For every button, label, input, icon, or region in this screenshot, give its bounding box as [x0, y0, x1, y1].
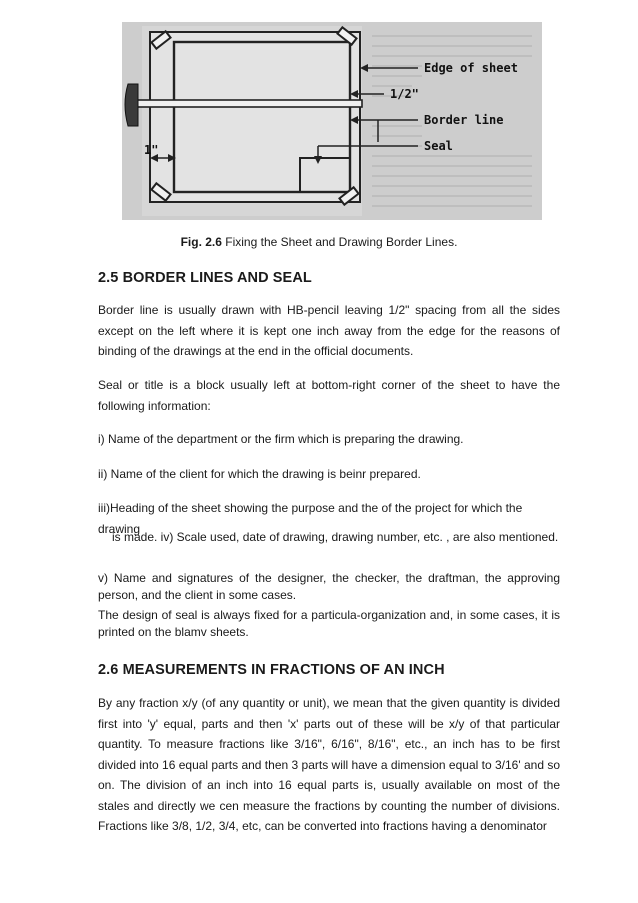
seal-label: Seal [424, 139, 453, 153]
figure-drawing [122, 22, 542, 220]
list-item-3-line-2: is made. iv) Scale used, date of drawing, drawing number, etc. , are also mentioned. [112, 530, 559, 544]
paragraph-fractions: By any fraction x/y (of any quantity or unit), we mean that the given quantity is divided first into 'y' equal, parts and then 'x' parts out of these will be x/y of that particular quantity. To measure fractions like 3/16", 6/16", 8/16", etc., an inch has to be first divided into 16 equal parts and then 3 parts will have a dimension equal to 3/16' and so on. The division of an inch into 16 equal parts is, usually available on most of the stales and directly we cen measure the fractions by counting the number of divisions. Fractions like 3/8, 1/2, 3/4, etc, can be converted into fractions having a denominator [98, 696, 560, 833]
paragraph-seal-design: The design of seal is always fixed for a particula-organization and, in some cases, it is printed on the blamv sheets. [98, 608, 560, 639]
figure-caption [0, 235, 638, 249]
half-inch-label: 1/2" [390, 87, 419, 101]
figure-caption-text: Fixing the Sheet and Drawing Border Lines. [225, 235, 458, 249]
sheet-fixing-figure [122, 22, 542, 220]
edge-of-sheet-label: Edge of sheet [424, 61, 518, 75]
figure-number: Fig. 2.6 [180, 235, 222, 249]
list-item-2: ii) Name of the client for which the drawing is beinr prepared. [98, 467, 421, 481]
list-item-1: i) Name of the department or the firm which is preparing the drawing. [98, 432, 464, 446]
border-line-label: Border line [424, 113, 504, 127]
section-heading-2-6: 2.6 MEASUREMENTS IN FRACTIONS OF AN INCH [98, 662, 445, 678]
paragraph-seal-intro: Seal or title is a block usually left at bottom-right corner of the sheet to have the following information: [98, 378, 560, 413]
list-item-3-line-1: iii)Heading of the sheet showing the purpose and the of the project for which the drawing [98, 501, 523, 536]
one-inch-label: 1" [144, 143, 159, 157]
paragraph-border-line: Border line is usually drawn with HB-pencil leaving 1/2" spacing from all the sides except on the left where it is kept one inch away from the edge for the reasons of binding of the drawings at the end in the official documents. [98, 303, 560, 358]
section-heading-2-5: 2.5 BORDER LINES AND SEAL [98, 270, 312, 286]
list-item-5: v) Name and signatures of the designer, the checker, the draftman, the approving person, and the client in some cases. [98, 571, 560, 602]
